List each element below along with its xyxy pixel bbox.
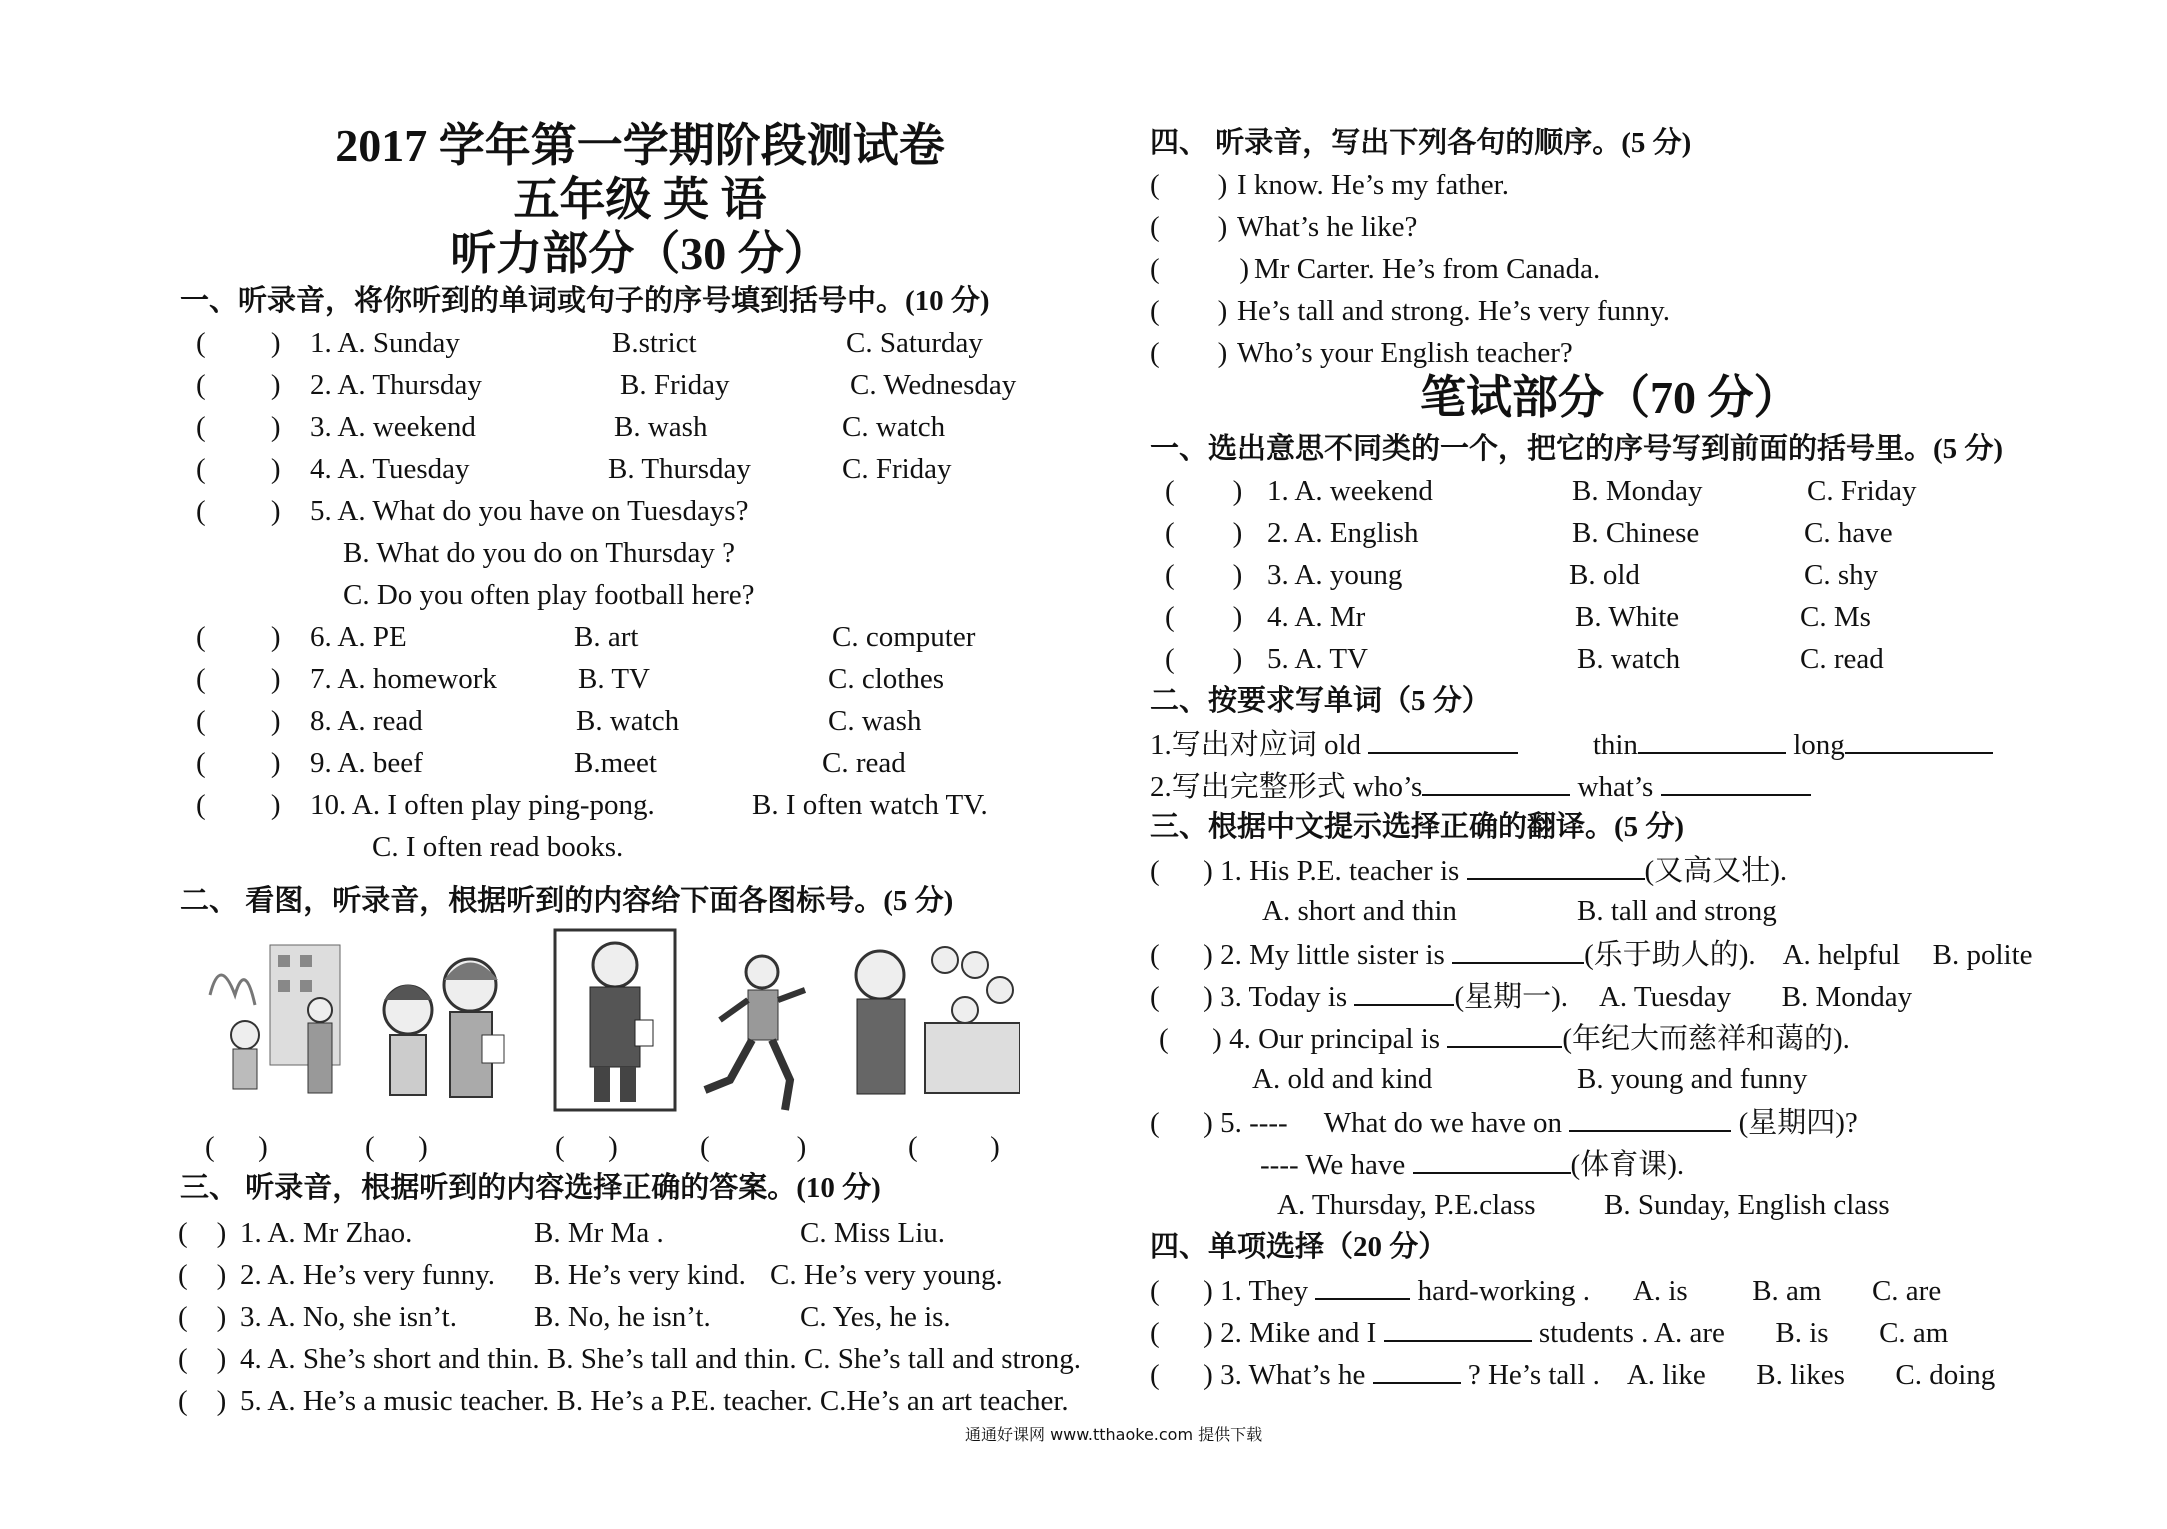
answer-paren[interactable]: ( ) — [178, 1385, 227, 1417]
listening-s3-heading: 三、 听录音，根据听到的内容选择正确的答案。(10 分) — [180, 1172, 881, 1204]
answer-paren[interactable]: ( ) — [1150, 1107, 1213, 1139]
option-b: B. watch — [1577, 643, 1681, 675]
option-a: 3. A. weekend — [310, 411, 476, 443]
question-text: 4. Our principal is — [1229, 1023, 1441, 1055]
s3-q4 — [1159, 1020, 1850, 1056]
picture-answer-paren[interactable]: ( ) — [555, 1131, 618, 1163]
option-a: A. Thursday, P.E.class — [1277, 1189, 1536, 1221]
option-b: B.meet — [574, 747, 657, 779]
option-a: 2. A. English — [1267, 517, 1419, 549]
answer-paren[interactable]: ( ) — [196, 705, 281, 737]
answer-blank[interactable] — [1354, 978, 1454, 1006]
s3-q5 — [1150, 1104, 1858, 1140]
answer-paren[interactable]: ( ) — [196, 789, 281, 821]
q5-option-b: B. What do you do on Thursday ? — [343, 537, 735, 569]
question-text: 3. What’s he — [1220, 1359, 1366, 1391]
writing-s2-heading: 二、按要求写单词（5 分） — [1150, 685, 1491, 717]
answer-paren[interactable]: ( ) — [196, 495, 281, 527]
writing-s2-line1 — [1150, 726, 1993, 762]
option-c: C. Ms — [1800, 601, 1871, 633]
word-thin: thin — [1592, 729, 1638, 761]
word-whats: what’s — [1577, 771, 1654, 803]
full-form-label: 2.写出完整形式 who’s — [1150, 771, 1423, 803]
option-a: A. Tuesday — [1598, 981, 1732, 1013]
s4-q2 — [1150, 1314, 1948, 1350]
option-a: A. short and thin — [1262, 895, 1457, 927]
runner-picture — [690, 950, 830, 1115]
answer-paren[interactable]: ( ) — [178, 1343, 227, 1375]
option-c: C. are — [1871, 1275, 1942, 1307]
option-c: C. read — [822, 747, 906, 779]
s4-q1 — [1150, 1272, 1941, 1308]
option-c: C. Wednesday — [850, 369, 1017, 401]
option-b: B.strict — [612, 327, 697, 359]
option-c: C. Yes, he is. — [800, 1301, 951, 1333]
q5-options: 5. A. He’s a music teacher. B. He’s a P.E. teacher. C.He’s an art teacher. — [240, 1385, 1069, 1417]
option-c: C. computer — [832, 621, 976, 653]
option-a: 1. A. Mr Zhao. — [240, 1217, 413, 1249]
answer-paren[interactable]: ( ) — [1150, 855, 1213, 887]
answer-blank[interactable] — [1315, 1272, 1410, 1300]
answer-blank[interactable] — [1422, 768, 1570, 796]
q10-option-a: 10. A. I often play ping-pong. — [310, 789, 655, 821]
option-b: B. Chinese — [1572, 517, 1700, 549]
option-c: C. wash — [828, 705, 922, 737]
option-b: B. young and funny — [1577, 1063, 1808, 1095]
option-c: C. Friday — [842, 453, 952, 485]
option-b: B. White — [1575, 601, 1680, 633]
writing-s4-heading: 四、单项选择（20 分） — [1150, 1231, 1448, 1263]
answer-blank[interactable] — [1467, 852, 1645, 880]
option-c: C. read — [1800, 643, 1884, 675]
answer-paren[interactable]: ( ) — [196, 369, 281, 401]
option-b: B. old — [1569, 559, 1640, 591]
answer-paren[interactable]: ( ) — [1150, 939, 1213, 971]
q5-option-a: 5. A. What do you have on Tuesdays? — [310, 495, 749, 527]
answer-paren[interactable]: ( ) — [196, 411, 281, 443]
option-c: C. clothes — [828, 663, 944, 695]
picture-answer-paren[interactable]: ( ) — [205, 1131, 268, 1163]
option-a: 1. A. Sunday — [310, 327, 460, 359]
answer-paren[interactable]: ( ) — [1150, 1359, 1213, 1391]
answer-blank[interactable] — [1373, 1356, 1461, 1384]
chinese-hint: (体育课). — [1570, 1149, 1685, 1181]
s3-q5-line2 — [1260, 1146, 1684, 1182]
answer-paren[interactable]: ( ) — [1150, 253, 1250, 285]
option-a: A. is — [1632, 1275, 1688, 1307]
s3-q1 — [1150, 852, 1787, 888]
answer-paren[interactable]: ( ) — [1150, 295, 1228, 327]
option-b: B. TV — [578, 663, 650, 695]
option-a: 9. A. beef — [310, 747, 423, 779]
question-text: What do we have on — [1323, 1107, 1563, 1139]
option-b: B. Sunday, English class — [1604, 1189, 1890, 1221]
option-a: 7. A. homework — [310, 663, 497, 695]
picture-answer-paren[interactable]: ( ) — [908, 1131, 1000, 1163]
listening-s4-heading: 四、 听录音，写出下列各句的顺序。(5 分) — [1150, 127, 1692, 159]
answer-paren[interactable]: ( ) — [1165, 475, 1243, 507]
answer-paren[interactable]: ( ) — [196, 663, 281, 695]
sentence: Who’s your English teacher? — [1237, 337, 1573, 369]
option-b: B. likes — [1756, 1359, 1845, 1391]
writing-s1-heading: 一、选出意思不同类的一个，把它的序号写到前面的括号里。(5 分) — [1150, 433, 2004, 465]
option-b: B. art — [574, 621, 639, 653]
question-dash: 5. ---- — [1220, 1107, 1288, 1139]
answer-text: ---- We have — [1260, 1149, 1406, 1181]
answer-paren[interactable]: ( ) — [178, 1217, 227, 1249]
option-c: C. shy — [1804, 559, 1879, 591]
answer-paren[interactable]: ( ) — [1150, 169, 1228, 201]
option-c: C. Miss Liu. — [800, 1217, 946, 1249]
sentence: I know. He’s my father. — [1237, 169, 1509, 201]
option-a: 2. A. He’s very funny. — [240, 1259, 496, 1291]
chinese-hint: (又高又壮). — [1644, 855, 1788, 887]
chinese-hint: (年纪大而慈祥和蔼的). — [1562, 1023, 1850, 1055]
option-b: B. is — [1775, 1317, 1829, 1349]
answer-paren[interactable]: ( ) — [1165, 601, 1243, 633]
writing-s3-heading: 三、根据中文提示选择正确的翻译。(5 分) — [1150, 811, 1685, 843]
answer-blank[interactable] — [1447, 1020, 1562, 1048]
option-c: C. Saturday — [846, 327, 983, 359]
option-b: B. Thursday — [608, 453, 751, 485]
chinese-hint: (乐于助人的). — [1584, 939, 1756, 971]
answer-paren[interactable]: ( ) — [1150, 1275, 1213, 1307]
sentence: What’s he like? — [1237, 211, 1418, 243]
option-a: A. like — [1626, 1359, 1706, 1391]
option-c: C. have — [1804, 517, 1893, 549]
answer-blank[interactable] — [1452, 936, 1584, 964]
picture-answer-paren[interactable]: ( ) — [700, 1131, 807, 1163]
answer-blank[interactable] — [1638, 726, 1786, 754]
answer-paren[interactable]: ( ) — [1150, 981, 1213, 1013]
option-a: 2. A. Thursday — [310, 369, 482, 401]
option-b: B. Friday — [620, 369, 730, 401]
answer-blank[interactable] — [1569, 1104, 1731, 1132]
option-a: 6. A. PE — [310, 621, 407, 653]
picture-answer-paren[interactable]: ( ) — [365, 1131, 428, 1163]
answer-paren[interactable]: ( ) — [1165, 517, 1243, 549]
teacher-with-students-picture — [835, 935, 1020, 1100]
sentence: He’s tall and strong. He’s very funny. — [1237, 295, 1671, 327]
option-b: B. wash — [614, 411, 708, 443]
question-text: hard-working . — [1417, 1275, 1590, 1307]
option-a: A. helpful — [1782, 939, 1901, 971]
s3-q3 — [1150, 978, 1912, 1014]
answer-blank[interactable] — [1384, 1314, 1532, 1342]
chinese-hint: (星期一). — [1454, 981, 1569, 1013]
option-c: C. Friday — [1807, 475, 1917, 507]
chinese-hint: (星期四)? — [1738, 1107, 1858, 1139]
answer-paren[interactable]: ( ) — [1165, 643, 1243, 675]
writing-s2-line2 — [1150, 768, 1811, 804]
exam-title: 2017 学年第一学期阶段测试卷 — [335, 120, 945, 171]
option-c: C. watch — [842, 411, 946, 443]
option-b: B. Monday — [1781, 981, 1913, 1013]
option-b: B. tall and strong — [1577, 895, 1777, 927]
footer-source: 通通好课网 www.tthaoke.com 提供下载 — [965, 1425, 1263, 1444]
answer-blank[interactable] — [1661, 768, 1811, 796]
answer-paren[interactable]: ( ) — [196, 327, 281, 359]
option-c: C. He’s very young. — [770, 1259, 1003, 1291]
listening-title: 听力部分（30 分） — [450, 228, 830, 279]
boy-with-building-picture — [200, 935, 360, 1110]
option-a: 3. A. No, she isn’t. — [240, 1301, 457, 1333]
option-c: C. doing — [1895, 1359, 1996, 1391]
answer-paren[interactable]: ( ) — [196, 453, 281, 485]
option-a: 8. A. read — [310, 705, 423, 737]
option-b: B. am — [1752, 1275, 1822, 1307]
question-text: 2. Mike and I — [1220, 1317, 1377, 1349]
question-text: 1. They — [1220, 1275, 1309, 1307]
answer-blank[interactable] — [1845, 726, 1993, 754]
grade-subject: 五年级 英 语 — [513, 174, 767, 225]
question-text: ? He’s tall . — [1467, 1359, 1600, 1391]
option-a: A. old and kind — [1252, 1063, 1433, 1095]
s4-q3 — [1150, 1356, 1995, 1392]
sentence: Mr Carter. He’s from Canada. — [1254, 253, 1601, 285]
question-text: students . A. are — [1538, 1317, 1725, 1349]
answer-paren[interactable]: ( ) — [1165, 559, 1243, 591]
question-text: 3. Today is — [1220, 981, 1348, 1013]
s3-q2 — [1150, 936, 2033, 972]
answer-blank[interactable] — [1413, 1146, 1571, 1174]
listening-s2-heading: 二、 看图，听录音，根据听到的内容给下面各图标号。(5 分) — [180, 885, 954, 917]
answer-paren[interactable]: ( ) — [1150, 211, 1228, 243]
answer-paren[interactable]: ( ) — [196, 621, 281, 653]
word-long: long — [1793, 729, 1845, 761]
answer-blank[interactable] — [1368, 726, 1518, 754]
answer-paren[interactable]: ( ) — [178, 1301, 227, 1333]
question-text: 1. His P.E. teacher is — [1220, 855, 1460, 887]
teacher-with-book-picture — [550, 925, 680, 1115]
q4-options: 4. A. She’s short and thin. B. She’s tall and thin. C. She’s tall and strong. — [240, 1343, 1081, 1375]
answer-paren[interactable]: ( ) — [1159, 1023, 1222, 1055]
answer-paren[interactable]: ( ) — [178, 1259, 227, 1291]
option-b: B. Monday — [1572, 475, 1703, 507]
option-a: 5. A. TV — [1267, 643, 1368, 675]
q5-option-c: C. Do you often play football here? — [343, 579, 755, 611]
writing-title: 笔试部分（70 分） — [1420, 372, 1800, 423]
listening-s1-heading: 一、听录音，将你听到的单词或句子的序号填到括号中。(10 分) — [180, 285, 990, 317]
option-c: C. am — [1879, 1317, 1949, 1349]
question-text: 2. My little sister is — [1220, 939, 1445, 971]
q10-option-c: C. I often read books. — [372, 831, 624, 863]
option-b: B. polite — [1932, 939, 2033, 971]
option-b: B. watch — [576, 705, 680, 737]
option-a: 4. A. Tuesday — [310, 453, 470, 485]
option-a: 3. A. young — [1267, 559, 1403, 591]
girls-talking-picture — [360, 940, 520, 1110]
answer-paren[interactable]: ( ) — [1150, 337, 1228, 369]
answer-paren[interactable]: ( ) — [1150, 1317, 1213, 1349]
option-b: B. No, he isn’t. — [534, 1301, 711, 1333]
answer-paren[interactable]: ( ) — [196, 747, 281, 779]
antonym-label: 1.写出对应词 old — [1150, 729, 1362, 761]
option-a: 1. A. weekend — [1267, 475, 1433, 507]
option-a: 4. A. Mr — [1267, 601, 1366, 633]
option-b: B. He’s very kind. — [534, 1259, 746, 1291]
option-b: B. Mr Ma . — [534, 1217, 664, 1249]
q10-option-b: B. I often watch TV. — [752, 789, 988, 821]
